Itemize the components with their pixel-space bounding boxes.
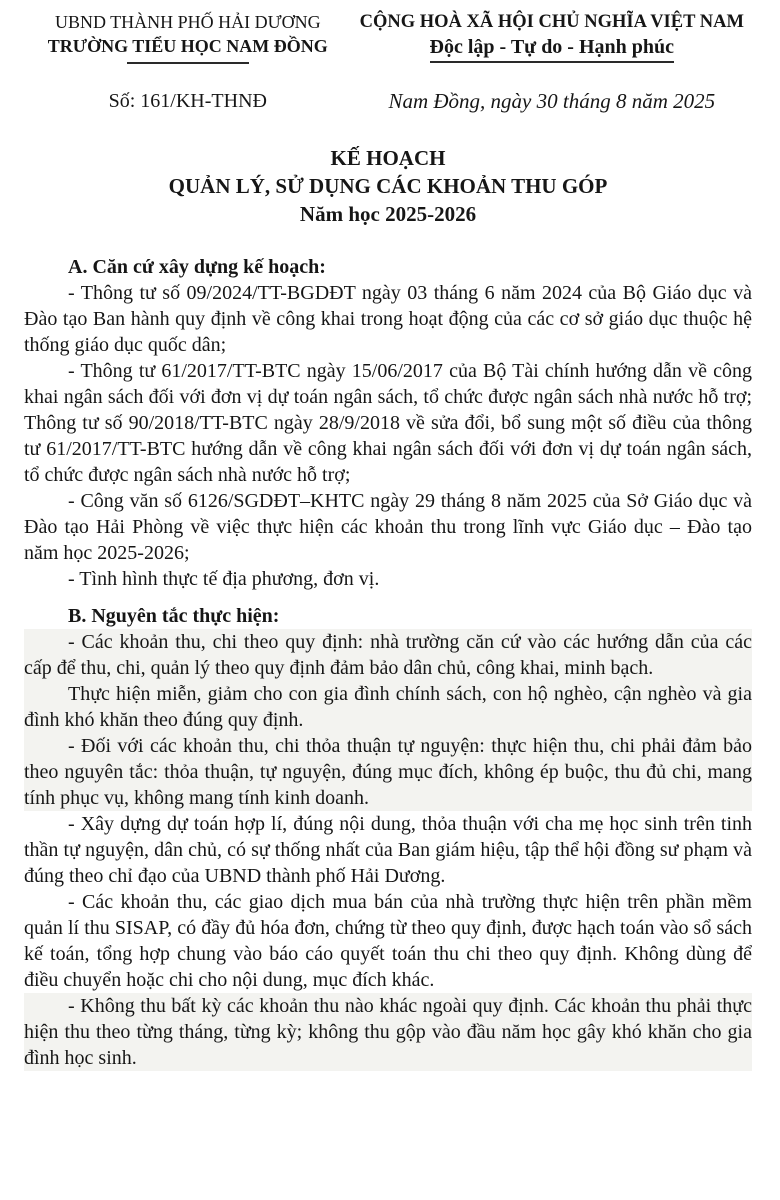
national-header-block xyxy=(352,10,752,63)
paragraph: - Đối với các khoản thu, chi thỏa thuận tự nguyện: thực hiện thu, chi phải đảm bảo theo nguyên tắc: thỏa thuận, tự nguyện, đúng mục đích, không ép buộc, thu đủ chi, mang tính phục vụ, không mang tính kinh doanh. xyxy=(24,735,752,809)
national-motto-line: CỘNG HOÀ XÃ HỘI CHỦ NGHĨA VIỆT NAM xyxy=(359,12,744,32)
section-a xyxy=(24,254,752,592)
paragraph: - Các khoản thu, các giao dịch mua bán của nhà trường thực hiện trên phần mềm quản lí thu SISAP, có đầy đủ hóa đơn, chứng từ theo quy định, được hạch toán vào sổ sách kế toán, tổng hợp chung vào báo cáo quyết toán thu chi theo quy định. Không dùng để điều chuyển hoặc chi cho nội dung, mục đích khác. xyxy=(24,891,752,991)
paragraph: - Thông tư số 09/2024/TT-BGDĐT ngày 03 tháng 6 năm 2024 của Bộ Giáo dục và Đào tạo Ban hành quy định về công khai trong hoạt động của các cơ sở giáo dục thuộc hệ thống giáo dục quốc dân; xyxy=(24,282,752,356)
org-school-name: TRƯỜNG TIỂU HỌC NAM ĐỒNG xyxy=(47,36,328,56)
document-number: Số: 161/KH-THNĐ xyxy=(108,90,267,112)
org-parent-name: UBND THÀNH PHỐ HẢI DƯƠNG xyxy=(54,12,321,32)
document-title-block xyxy=(24,144,752,228)
paragraph: - Tình hình thực tế địa phương, đơn vị. xyxy=(68,568,380,590)
paragraph: - Các khoản thu, chi theo quy định: nhà trường căn cứ vào các hướng dẫn của các cấp để thu, chi, quản lý theo quy định đảm bảo dân chủ, công khai, minh bạch. xyxy=(24,631,752,679)
section-a-heading: A. Căn cứ xây dựng kế hoạch: xyxy=(68,256,326,278)
section-b xyxy=(24,603,752,1071)
document-title-line3: Năm học 2025-2026 xyxy=(299,202,477,226)
paragraph: - Thông tư 61/2017/TT-BTC ngày 15/06/2017 của Bộ Tài chính hướng dẫn về công khai ngân sách đối với đơn vị dự toán ngân sách, tổ chức được ngân sách nhà nước hỗ trợ; Thông tư số 90/2018/TT-BTC ngày 28/9/2018 về sửa đổi, bổ sung một số điều của thông tư 61/2017/TT-BTC hướng dẫn về công khai ngân sách đối với đơn vị dự toán ngân sách, tổ chức được ngân sách nhà nước hỗ trợ; xyxy=(24,360,752,486)
document-title-line2: QUẢN LÝ, SỬ DỤNG CÁC KHOẢN THU GÓP xyxy=(168,174,608,198)
paragraph: - Công văn số 6126/SGDĐT–KHTC ngày 29 tháng 8 năm 2025 của Sở Giáo dục và Đào tạo Hải Phòng về việc thực hiện các khoản thu trong lĩnh vực Giáo dục – Đào tạo năm học 2025-2026; xyxy=(24,490,752,564)
paragraph: - Không thu bất kỳ các khoản thu nào khác ngoài quy định. Các khoản thu phải thực hiện thu theo từng tháng, từng kỳ; không thu gộp vào đầu năm học gây khó khăn cho gia đình học sinh. xyxy=(24,995,752,1069)
org-underline-rule xyxy=(127,62,249,64)
independence-motto-line: Độc lập - Tự do - Hạnh phúc xyxy=(430,34,674,63)
issuing-org-block xyxy=(24,10,352,64)
document-header xyxy=(24,10,752,64)
paragraph: Thực hiện miễn, giảm cho con gia đình chính sách, con hộ nghèo, cận nghèo và gia đình khó khăn theo đúng quy định. xyxy=(24,683,752,731)
place-date-line: Nam Đồng, ngày 30 tháng 8 năm 2025 xyxy=(388,89,716,113)
paragraph: - Xây dựng dự toán hợp lí, đúng nội dung, thỏa thuận với cha mẹ học sinh trên tinh thần tự nguyện, dân chủ, có sự thống nhất của Ban giám hiệu, tập thể hội đồng sư phạm và đúng theo chỉ đạo của UBND thành phố Hải Dương. xyxy=(24,813,752,887)
document-meta-row xyxy=(24,88,752,114)
section-b-heading: B. Nguyên tắc thực hiện: xyxy=(68,605,280,627)
document-title-line1: KẾ HOẠCH xyxy=(330,146,446,170)
